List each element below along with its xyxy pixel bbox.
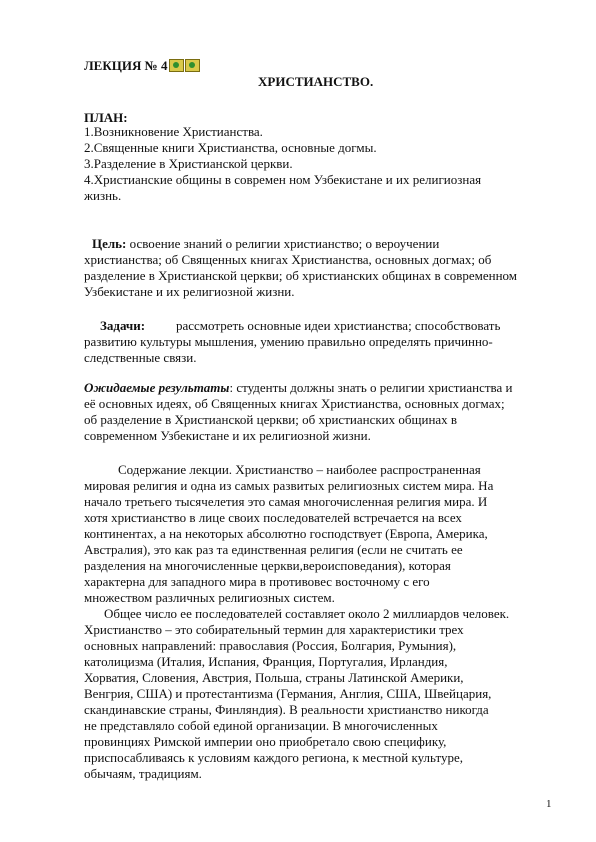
body-line: провинциях Римской империи оно приобретало свою специфику, — [84, 734, 447, 749]
body-line: Хорватия, Словения, Австрия, Польша, страны Латинской Америки, — [84, 670, 464, 685]
body-line: множеством различных религиозных систем. — [84, 590, 335, 605]
plan-item: 2.Священные книги Христианства, основные догмы. — [84, 140, 377, 155]
body-line: континентах, а на некоторых абсолютно господствует (Европа, Америка, — [84, 526, 488, 541]
results-line — [84, 380, 512, 396]
body-line: хотя христианство в лице своих последователей встречается на всех — [84, 510, 462, 525]
document-title: ХРИСТИАНСТВО. — [258, 74, 374, 89]
plan-item: 1.Возникновение Христианства. — [84, 124, 263, 139]
goal-line — [92, 236, 439, 252]
body-line: основных направлений: православия (Россия, Болгария, Румыния), — [84, 638, 457, 653]
goal-line: разделение в Христианской церкви; об христианских общинах в современном — [84, 268, 518, 283]
body-line: начало третьего тысячелетия это самая многочисленная религия мира. И — [84, 494, 488, 509]
body-line: Общее число ее последователей составляет около 2 миллиардов человек. — [104, 606, 510, 621]
decorative-icons — [169, 59, 201, 76]
tasks-line: рассмотреть основные идеи христианства; способствовать — [176, 318, 501, 333]
lecture-heading — [84, 58, 201, 76]
plan-item: 4.Христианские общины в современ ном Узбекистане и их религиозная — [84, 172, 482, 187]
leaf-icon — [169, 59, 184, 72]
body-line: не представляло собой единой организации. В многочисленных — [84, 718, 438, 733]
goal-label: Цель: — [92, 236, 127, 251]
tasks-line — [100, 318, 145, 334]
body-line: приспосабливаясь к условиям каждого региона, к местной культуре, — [84, 750, 463, 765]
tasks-line: развитию культуры мышления, умению правильно определять причинно- — [84, 334, 493, 349]
body-line: обычаям, традициям. — [84, 766, 202, 781]
results-label: Ожидаемые результаты — [84, 380, 230, 395]
body-line: Христианство – это собирательный термин для характеристики трех — [84, 622, 464, 637]
results-line: современном Узбекистане и их религиозной жизни. — [84, 428, 371, 443]
body-line: скандинавские страны, Финляндия). В реальности христианство никогда — [84, 702, 489, 717]
plan-heading: ПЛАН: — [84, 110, 128, 125]
body-line: католицизма (Италия, Испания, Франция, Португалия, Ирландия, — [84, 654, 448, 669]
leaf-icon — [185, 59, 200, 72]
plan-item: 3.Разделение в Христианской церкви. — [84, 156, 293, 171]
goal-line: Узбекистане и их религиозной жизни. — [84, 284, 295, 299]
body-line: Австралия), это как раз та единственная религия (если не считать ее — [84, 542, 463, 557]
tasks-line: следственные связи. — [84, 350, 197, 365]
lecture-number: ЛЕКЦИЯ № 4 — [84, 58, 168, 73]
body-line: Венгрия, США) и протестантизма (Германия, Англия, США, Швейцария, — [84, 686, 492, 701]
results-line: об разделение в Христианской церкви; об христианских общинах в — [84, 412, 458, 427]
results-line: её основных идеях, об Священных книгах Христианства, основных догмах; — [84, 396, 505, 411]
goal-text: освоение знаний о религии христианство; о вероучении — [126, 236, 440, 251]
body-line: характерна для западного мира в противовес восточному с его — [84, 574, 430, 589]
page-number: 1 — [546, 798, 552, 810]
goal-line: христианства; об Священных книгах Христианства, основных догмах; об — [84, 252, 492, 267]
plan-item: жизнь. — [84, 188, 122, 203]
body-line: мировая религия и одна из самых развитых религиозных систем мира. На — [84, 478, 494, 493]
body-line: Содержание лекции. Христианство – наиболее распространенная — [118, 462, 481, 477]
results-text: : студенты должны знать о религии христианства и — [229, 380, 513, 395]
body-line: разделения на многочисленные церкви,вероисповедания), которая — [84, 558, 451, 573]
tasks-label: Задачи: — [100, 318, 146, 333]
